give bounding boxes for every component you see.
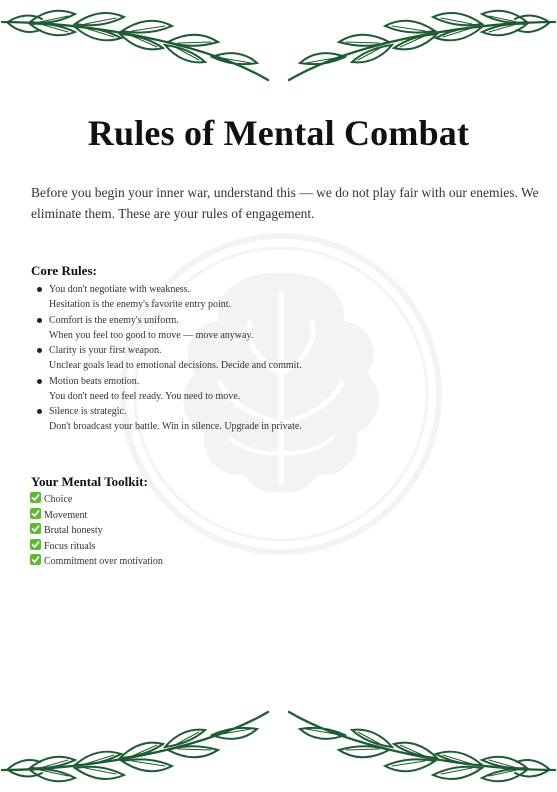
toolkit-item-label: Movement [44, 509, 88, 521]
core-rules-heading: Core Rules: [31, 263, 97, 278]
rule-note: When you feel too good to move — move anyway. [49, 329, 254, 341]
check-mark-icon [30, 508, 41, 519]
toolkit-item-label: Commitment over motivation [44, 556, 163, 567]
rule-item [31, 374, 531, 405]
rule-note: Don't broadcast your battle. Win in silence. Upgrade in private. [49, 421, 302, 432]
page-title: Rules of Mental Combat [87, 113, 470, 153]
toolkit-list [30, 492, 163, 570]
rule-item [31, 343, 531, 374]
bullet-dot [37, 318, 42, 323]
rule-title: Clarity is your first weapon. [49, 345, 162, 356]
rule-note: You don't need to feel ready. You need to move. [49, 390, 241, 402]
toolkit-item [30, 492, 163, 508]
toolkit-item-label: Choice [44, 494, 73, 505]
rule-note: Unclear goals lead to emotional decisions. Decide and commit. [49, 360, 302, 371]
laurel-bottom-icon [0, 702, 557, 792]
check-mark-icon [30, 554, 41, 565]
toolkit-item [30, 523, 163, 539]
bullet-dot [37, 379, 42, 384]
rule-item [31, 313, 531, 344]
toolkit-item [30, 508, 163, 524]
rule-note: Hesitation is the enemy's favorite entry point. [49, 299, 232, 310]
check-mark-icon [30, 539, 41, 550]
toolkit-heading: Your Mental Toolkit: [31, 474, 148, 489]
rule-title: You don't negotiate with weakness. [49, 284, 191, 295]
toolkit-item-label: Focus rituals [44, 540, 96, 552]
toolkit-item [30, 539, 163, 555]
rule-item [31, 282, 531, 313]
toolkit-item [30, 554, 163, 570]
check-mark-icon [30, 523, 41, 534]
check-mark-icon [30, 492, 41, 503]
laurel-top-icon [0, 0, 557, 90]
intro-paragraph: Before you begin your inner war, understand this — we do not play fair with our enemies. We eliminate them. These are your rules of engagement. [31, 185, 539, 221]
core-rules-list [31, 282, 531, 435]
bullet-dot [37, 287, 42, 292]
rule-item [31, 404, 531, 435]
rule-title: Comfort is the enemy's uniform. [49, 314, 179, 326]
rule-title: Motion beats emotion. [49, 375, 140, 387]
rule-title: Silence is strategic. [49, 406, 127, 417]
bullet-dot [37, 409, 42, 414]
toolkit-item-label: Brutal honesty [44, 525, 103, 536]
bullet-dot [37, 348, 42, 353]
